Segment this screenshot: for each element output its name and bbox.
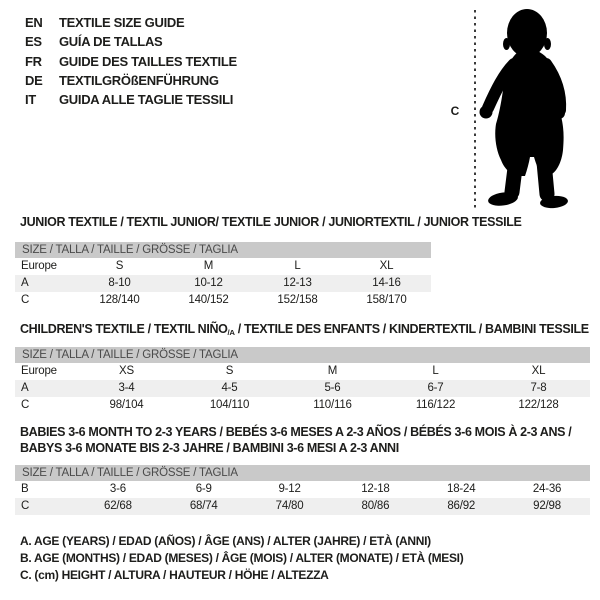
size-cell: 5-6: [324, 382, 341, 394]
size-cell: M: [327, 365, 338, 377]
size-cell: XS: [119, 365, 134, 377]
children-title-rest: / TEXTILE DES ENFANTS / KINDERTEXTIL / BAMBINI TESSILE: [234, 322, 589, 336]
size-cell: 9-12: [278, 483, 301, 495]
language-row: [25, 13, 237, 32]
babies-table-title: [20, 425, 571, 456]
size-cell: 6-9: [195, 483, 212, 495]
row-label: Europe: [21, 365, 57, 377]
size-cell: M: [203, 260, 214, 272]
language-code: EN: [25, 15, 43, 30]
size-cell: 7-8: [530, 382, 547, 394]
size-cell: 152/158: [277, 294, 318, 306]
children-title-subscript: /A: [227, 327, 235, 337]
size-cell: S: [225, 365, 234, 377]
size-cell: XL: [379, 260, 394, 272]
size-cell: 68/74: [189, 500, 218, 512]
language-row: [25, 90, 237, 109]
children-size-header: SIZE / TALLA / TAILLE / GRÖSSE / TAGLIA: [15, 347, 590, 363]
size-cell: 8-10: [108, 277, 131, 289]
table-row: [15, 481, 590, 498]
table-row: [15, 275, 431, 292]
size-cell: 92/98: [533, 500, 561, 512]
row-label: C: [21, 294, 30, 306]
height-measure-label: C: [450, 104, 460, 118]
size-cell: 12-18: [361, 483, 390, 495]
size-cell: 122/128: [518, 399, 559, 411]
size-cell: 6-7: [427, 382, 444, 394]
size-cell: 24-36: [532, 483, 562, 495]
language-row: [25, 32, 237, 51]
babies-title-line1: BABIES 3-6 MONTH TO 2-3 YEARS / BEBÉS 3-6 MESES A 2-3 AÑOS / BÉBÉS 3-6 MOIS À 2-3 ANS /: [20, 425, 572, 439]
children-title-main: CHILDREN'S TEXTILE / TEXTIL NIÑO: [20, 322, 228, 336]
row-label: C: [21, 399, 30, 411]
babies-table: [15, 465, 590, 515]
row-label: B: [21, 483, 29, 495]
language-list: [25, 13, 237, 109]
language-code: IT: [25, 92, 36, 108]
size-cell: L: [432, 365, 439, 377]
size-cell: 116/122: [415, 399, 456, 411]
size-cell: L: [294, 260, 301, 272]
language-label: TEXTILGRÖßENFÜHRUNG: [59, 72, 219, 88]
children-table-rows: [15, 363, 590, 414]
language-code: ES: [25, 34, 42, 50]
size-cell: 86/92: [447, 500, 476, 512]
junior-size-header: SIZE / TALLA / TAILLE / GRÖSSE / TAGLIA: [15, 242, 431, 258]
size-cell: S: [115, 260, 124, 272]
table-row: [15, 498, 590, 515]
size-cell: 74/80: [275, 500, 304, 512]
table-row: [15, 258, 431, 275]
language-row: [25, 71, 237, 90]
size-cell: 12-13: [283, 277, 312, 289]
language-label: GUÍA DE TALLAS: [59, 34, 163, 50]
junior-table-title: JUNIOR TEXTILE / TEXTIL JUNIOR/ TEXTILE JUNIOR / JUNIORTEXTIL / JUNIOR TESSILE: [20, 215, 522, 229]
size-cell: XL: [531, 365, 546, 377]
size-cell: 62/68: [104, 500, 132, 512]
babies-table-rows: [15, 481, 590, 515]
row-label: A: [21, 277, 29, 289]
size-cell: 18-24: [447, 483, 476, 495]
table-row: [15, 380, 590, 397]
row-label: A: [21, 382, 29, 394]
size-cell: 14-16: [372, 277, 401, 289]
size-cell: 3-6: [109, 483, 126, 495]
row-label: C: [21, 500, 30, 512]
children-table: [15, 347, 590, 414]
language-code: DE: [25, 72, 43, 88]
size-cell: 3-4: [118, 382, 135, 394]
measurement-legend: [20, 533, 463, 585]
babies-title-line2: BABYS 3-6 MONATE BIS 2-3 JAHRE / BAMBINI 3-6 MESI A 2-3 ANNI: [20, 440, 399, 455]
table-row: [15, 363, 590, 380]
size-cell: 80/86: [361, 500, 390, 512]
children-table-title: [20, 322, 589, 340]
baby-silhouette: [480, 9, 569, 209]
legend-line: C. (cm) HEIGHT / ALTURA / HAUTEUR / HÖHE / ALTEZZA: [20, 568, 329, 583]
language-code: FR: [25, 53, 42, 69]
size-cell: 98/104: [109, 399, 144, 411]
baby-silhouette-figure: [470, 0, 600, 215]
legend-line: B. AGE (MONTHS) / EDAD (MESES) / ÂGE (MOIS) / ALTER (MONATE) / ETÀ (MESI): [20, 551, 464, 566]
size-cell: 110/116: [313, 399, 352, 411]
size-cell: 128/140: [99, 294, 140, 306]
legend-line: A. AGE (YEARS) / EDAD (AÑOS) / ÂGE (ANS) / ALTER (JAHRE) / ETÀ (ANNI): [20, 534, 431, 548]
language-row: [25, 52, 237, 71]
babies-size-header: SIZE / TALLA / TAILLE / GRÖSSE / TAGLIA: [15, 465, 590, 481]
language-label: TEXTILE SIZE GUIDE: [59, 15, 185, 30]
size-cell: 104/110: [209, 399, 250, 411]
language-label: GUIDE DES TAILLES TEXTILE: [59, 53, 237, 69]
row-label: Europe: [21, 260, 57, 272]
size-cell: 4-5: [221, 382, 238, 394]
table-row: [15, 397, 590, 414]
table-row: [15, 292, 431, 309]
language-label: GUIDA ALLE TAGLIE TESSILI: [59, 92, 234, 108]
size-cell: 140/152: [188, 294, 229, 306]
junior-table-rows: [15, 258, 431, 309]
size-cell: 158/170: [366, 294, 407, 306]
junior-table: [15, 242, 431, 309]
size-cell: 10-12: [194, 277, 223, 289]
